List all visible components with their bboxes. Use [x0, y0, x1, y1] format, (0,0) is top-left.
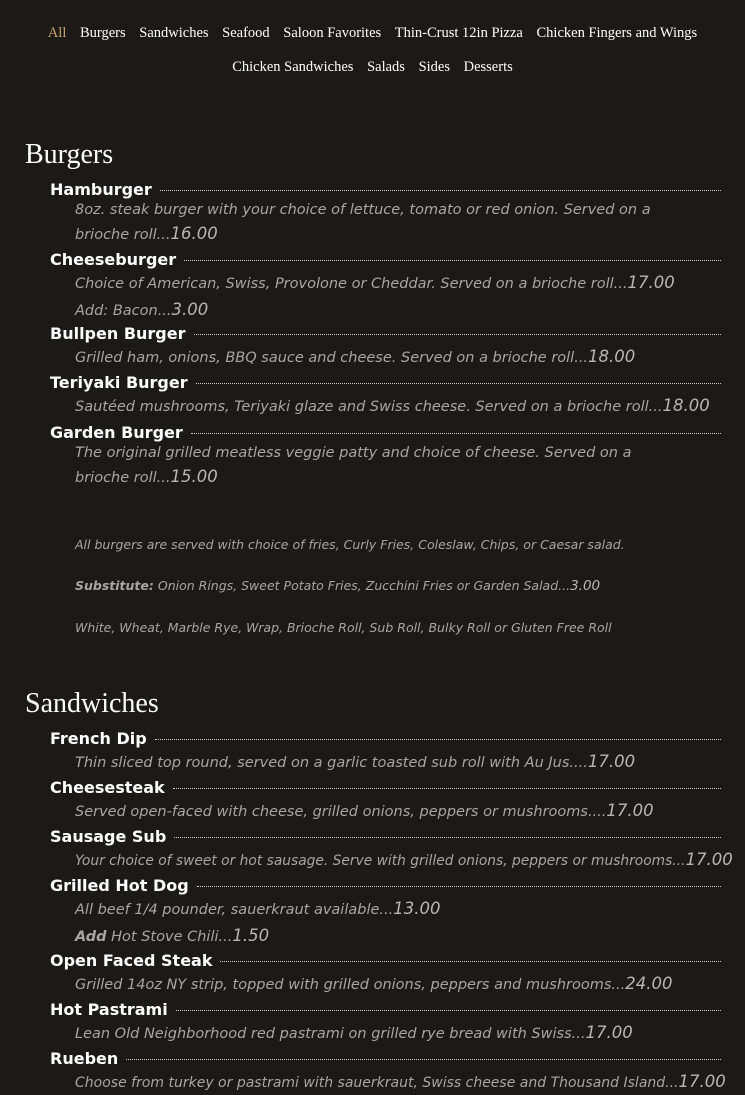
item-description: Your choice of sweet or hot sausage. Serve with grilled onions, peppers or mushrooms...17.00: [75, 850, 733, 869]
item-price: 18.00: [662, 396, 710, 415]
item-name: Open Faced Steak: [50, 951, 213, 970]
category-nav-row-2: [0, 59, 745, 76]
item-price: 17.00: [585, 1023, 633, 1042]
burger-sides-note: All burgers are served with choice of fries, Curly Fries, Coleslaw, Chips, or Caesar salad.: [75, 537, 625, 552]
item-description: Grilled ham, onions, BBQ sauce and cheese. Served on a brioche roll...18.00: [75, 347, 636, 366]
substitute-price: 3.00: [570, 578, 601, 594]
leader-dots: [173, 787, 721, 789]
item-price: 17.00: [685, 850, 733, 869]
item-name: Teriyaki Burger: [50, 373, 188, 392]
item-name: Sausage Sub: [50, 827, 167, 846]
leader-dots: [196, 382, 721, 384]
menu-item: [50, 180, 721, 247]
leader-dots: [197, 885, 721, 887]
item-description: Choose from turkey or pastrami with sauerkraut, Swiss cheese and Thousand Island...17.00: [75, 1072, 726, 1091]
item-price: 24.00: [625, 974, 673, 993]
item-name: Cheesesteak: [50, 778, 165, 797]
bread-options-note: White, Wheat, Marble Rye, Wrap, Brioche Roll, Sub Roll, Bulky Roll or Gluten Free Roll: [75, 620, 612, 635]
menu-item: [50, 729, 721, 775]
substitute-label: Substitute:: [75, 578, 154, 593]
item-description: Lean Old Neighborhood red pastrami on grilled rye bread with Swiss...17.00: [75, 1023, 633, 1042]
item-name: Grilled Hot Dog: [50, 876, 189, 895]
leader-dots: [155, 738, 721, 740]
menu-item: [50, 373, 721, 419]
item-description: Grilled 14oz NY strip, topped with grilled onions, peppers and mushrooms...24.00: [75, 974, 673, 993]
item-name: Hot Pastrami: [50, 1000, 168, 1019]
menu-item: [50, 876, 721, 949]
menu-item: [50, 951, 721, 997]
nav-seafood[interactable]: Seafood: [222, 25, 270, 41]
menu-item: [50, 324, 721, 370]
section-title: Sandwiches: [25, 688, 159, 719]
item-price: 16.00: [170, 224, 218, 243]
item-name: French Dip: [50, 729, 147, 748]
nav-burgers[interactable]: Burgers: [79, 25, 126, 41]
section-title: Burgers: [25, 139, 114, 170]
leader-dots: [194, 333, 722, 335]
item-name: Bullpen Burger: [50, 324, 186, 343]
leader-dots: [160, 189, 721, 191]
leader-dots: [174, 836, 721, 838]
leader-dots: [184, 259, 721, 261]
item-addon: Add Hot Stove Chili...1.50: [75, 926, 270, 945]
substitute-note: Substitute: Onion Rings, Sweet Potato Fries, Zucchini Fries or Garden Salad...3.00: [75, 578, 601, 594]
leader-dots: [220, 960, 721, 962]
leader-dots: [126, 1058, 721, 1060]
nav-sides[interactable]: Sides: [418, 59, 450, 75]
menu-item: [50, 250, 721, 323]
menu-item: [50, 778, 721, 824]
item-description: 8oz. steak burger with your choice of lettuce, tomato or red onion. Served on a brioche roll...16.00: [75, 202, 651, 243]
nav-sandwiches[interactable]: Sandwiches: [139, 25, 209, 41]
item-description: Served open-faced with cheese, grilled onions, peppers or mushrooms....17.00: [75, 801, 654, 820]
item-price: 17.00: [606, 801, 654, 820]
addon-label: Add: [75, 929, 107, 945]
leader-dots: [176, 1009, 721, 1011]
item-addon: Add: Bacon...3.00: [75, 300, 209, 319]
leader-dots: [191, 432, 721, 434]
item-price: 13.00: [393, 899, 441, 918]
item-name: Garden Burger: [50, 423, 183, 442]
nav-chicken-fingers-wings[interactable]: Chicken Fingers and Wings: [536, 25, 698, 41]
item-description: Thin sliced top round, served on a garlic toasted sub roll with Au Jus....17.00: [75, 752, 636, 771]
item-name: Rueben: [50, 1049, 119, 1068]
menu-item: [50, 1000, 721, 1046]
nav-salads[interactable]: Salads: [367, 59, 405, 75]
menu-item: [50, 827, 733, 873]
item-name: Cheeseburger: [50, 250, 177, 269]
addon-price: 3.00: [171, 300, 209, 319]
nav-desserts[interactable]: Desserts: [463, 59, 513, 75]
menu-item: [50, 423, 721, 490]
item-price: 18.00: [588, 347, 636, 366]
nav-thin-crust-pizza[interactable]: Thin-Crust 12in Pizza: [394, 25, 523, 41]
item-description: Sautéed mushrooms, Teriyaki glaze and Swiss cheese. Served on a brioche roll...18.00: [75, 396, 710, 415]
item-description: Choice of American, Swiss, Provolone or Cheddar. Served on a brioche roll...17.00: [75, 273, 675, 292]
nav-all[interactable]: All: [47, 25, 67, 41]
menu-item: [50, 1049, 726, 1095]
item-price: 17.00: [627, 273, 675, 292]
category-nav-row-1: [0, 25, 745, 42]
addon-price: 1.50: [232, 926, 270, 945]
item-price: 17.00: [587, 752, 636, 771]
item-description: All beef 1/4 pounder, sauerkraut available...13.00: [75, 899, 441, 918]
item-price: 17.00: [678, 1072, 726, 1091]
item-description: The original grilled meatless veggie patty and choice of cheese. Served on a brioche roll...15.00: [75, 445, 632, 486]
item-name: Hamburger: [50, 180, 152, 199]
nav-saloon-favorites[interactable]: Saloon Favorites: [283, 25, 382, 41]
nav-chicken-sandwiches[interactable]: Chicken Sandwiches: [232, 59, 354, 75]
item-price: 15.00: [170, 467, 218, 486]
